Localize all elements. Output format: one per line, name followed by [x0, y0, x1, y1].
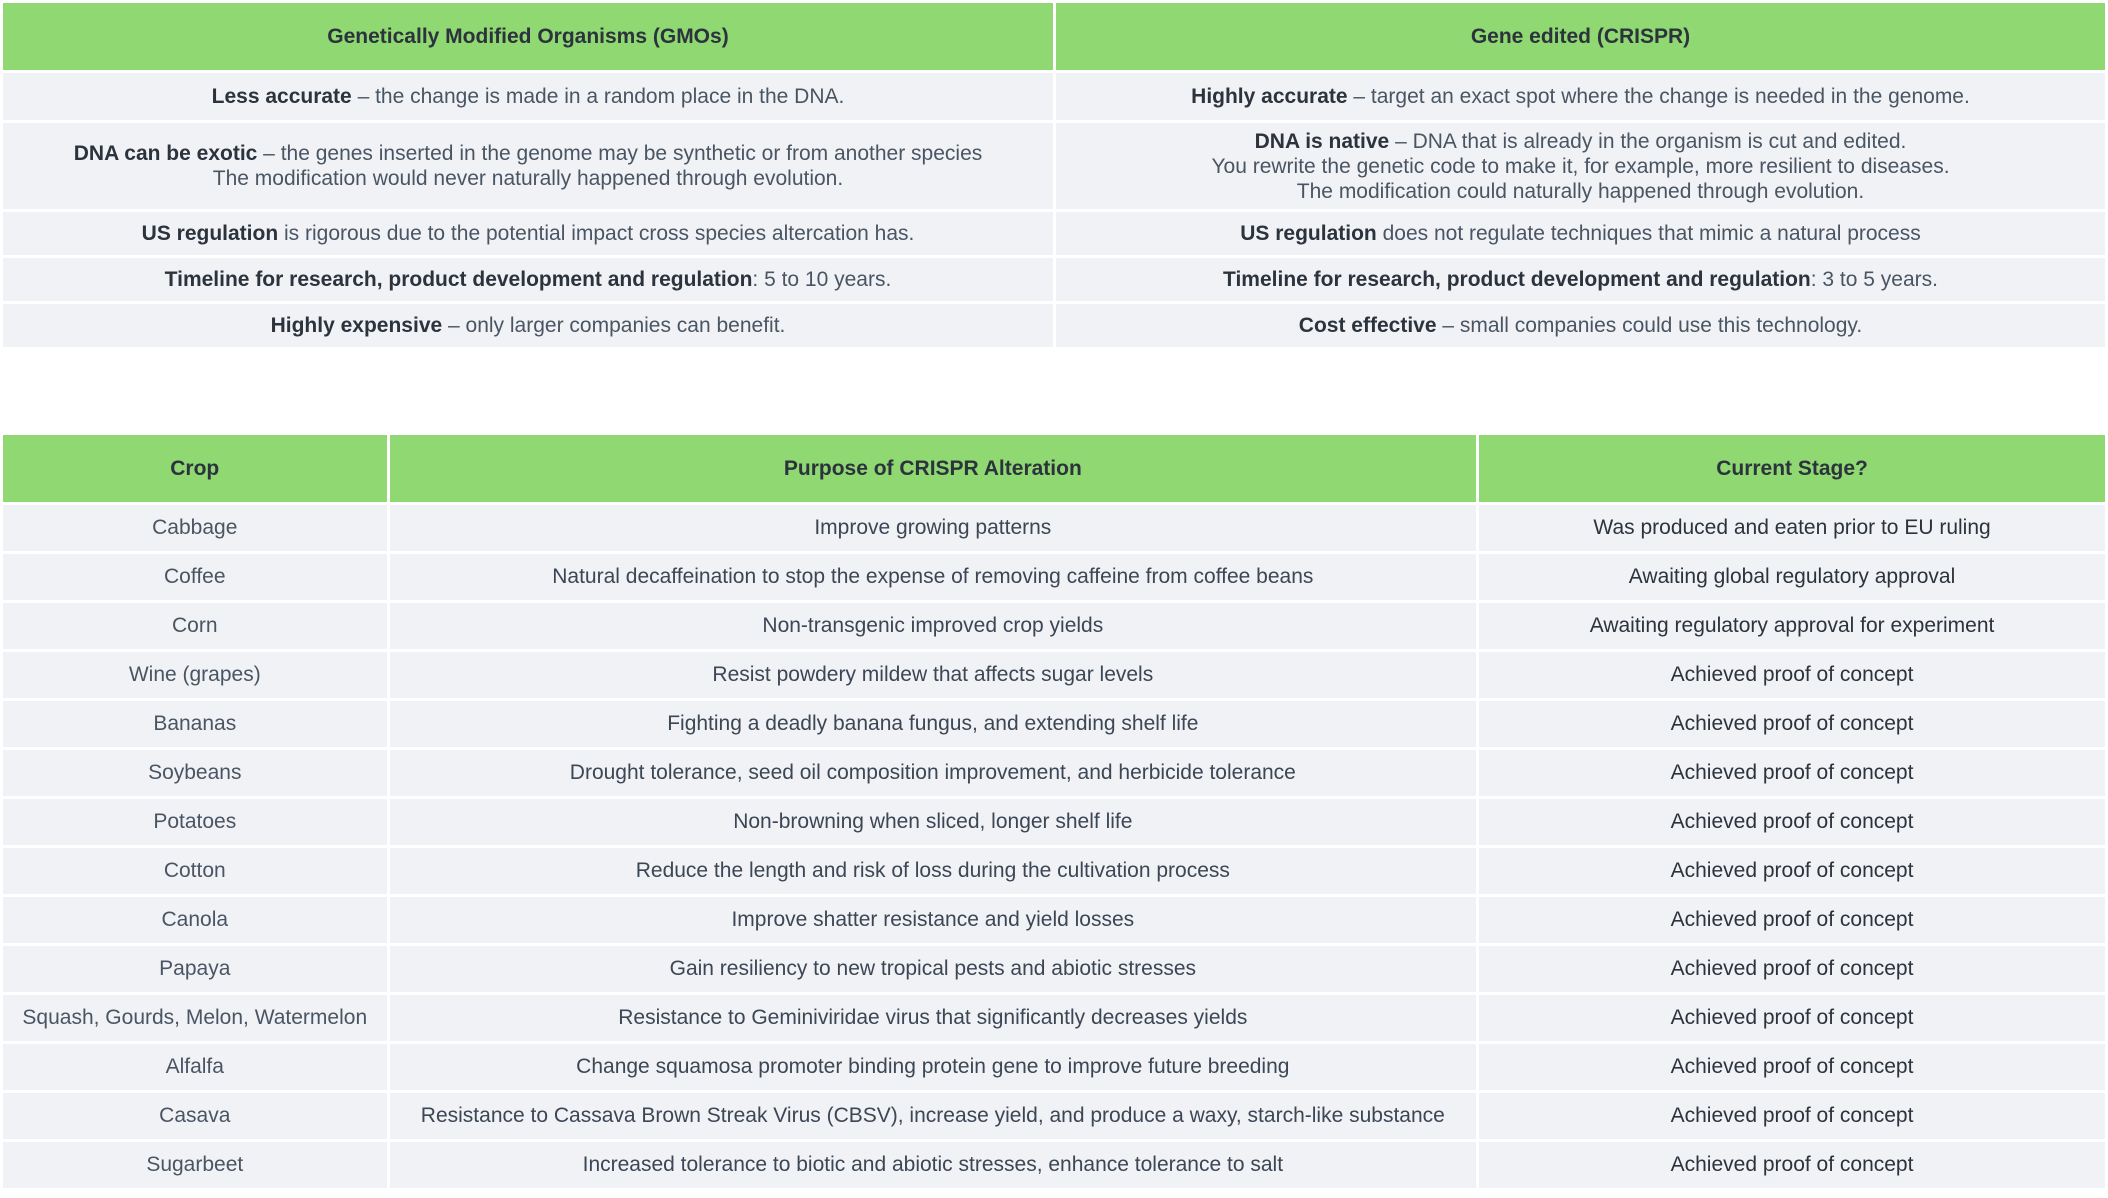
purpose-cell: Improve growing patterns — [390, 505, 1477, 551]
crispr-cell-text: – target an exact spot where the change is needed in the genome. — [1347, 85, 1970, 108]
crispr-cell — [1056, 123, 2105, 209]
table-row — [3, 897, 2105, 943]
crispr-cell-line — [1066, 221, 2095, 246]
purpose-cell: Resistance to Cassava Brown Streak Virus (CBSV), increase yield, and produce a waxy, starch-like substance — [390, 1093, 1477, 1139]
crispr-cell — [1056, 212, 2105, 255]
header-stage: Current Stage? — [1479, 435, 2105, 502]
crispr-cell-line — [1066, 313, 2095, 338]
crop-cell: Sugarbeet — [3, 1142, 387, 1188]
crispr-cell-bold: Highly accurate — [1191, 85, 1348, 108]
crispr-cell — [1056, 304, 2105, 347]
gmo-cell-bold: Timeline for research, product development and regulation — [164, 268, 753, 291]
gmo-cell-bold: Highly expensive — [270, 314, 443, 337]
crop-cell: Squash, Gourds, Melon, Watermelon — [3, 995, 387, 1041]
header-gmo: Genetically Modified Organisms (GMOs) — [3, 3, 1053, 70]
crop-cell: Cabbage — [3, 505, 387, 551]
gmo-cell-line — [13, 313, 1043, 338]
gmo-cell — [3, 212, 1053, 255]
crispr-cell-text: – small companies could use this technology. — [1436, 314, 1863, 337]
comparison-row — [3, 73, 2105, 120]
gmo-cell-bold: US regulation — [141, 222, 279, 245]
table-row — [3, 701, 2105, 747]
comparison-row — [3, 212, 2105, 255]
stage-cell: Achieved proof of concept — [1479, 701, 2105, 747]
crop-cell: Papaya — [3, 946, 387, 992]
purpose-cell: Reduce the length and risk of loss during the cultivation process — [390, 848, 1477, 894]
table-row — [3, 799, 2105, 845]
gmo-cell-line — [13, 141, 1043, 166]
gmo-cell-line — [13, 221, 1043, 246]
gmo-cell — [3, 258, 1053, 301]
header-purpose: Purpose of CRISPR Alteration — [390, 435, 1477, 502]
purpose-cell: Change squamosa promoter binding protein gene to improve future breeding — [390, 1044, 1477, 1090]
stage-cell: Achieved proof of concept — [1479, 897, 2105, 943]
crispr-cell — [1056, 73, 2105, 120]
crop-cell: Soybeans — [3, 750, 387, 796]
stage-cell: Achieved proof of concept — [1479, 1142, 2105, 1188]
crispr-cell-text: does not regulate techniques that mimic a natural process — [1376, 222, 1921, 245]
stage-cell: Achieved proof of concept — [1479, 946, 2105, 992]
table-row — [3, 603, 2105, 649]
crispr-cell-text: : 3 to 5 years. — [1810, 268, 1938, 291]
gmo-cell-bold: Less accurate — [211, 85, 352, 108]
crispr-cell-extra-line: You rewrite the genetic code to make it, for example, more resilient to diseases. — [1211, 154, 1950, 178]
crispr-cell-bold: Cost effective — [1298, 314, 1437, 337]
purpose-cell: Fighting a deadly banana fungus, and extending shelf life — [390, 701, 1477, 747]
stage-cell: Achieved proof of concept — [1479, 995, 2105, 1041]
gmo-cell-line — [13, 84, 1043, 109]
header-crispr: Gene edited (CRISPR) — [1056, 3, 2105, 70]
table-row — [3, 1093, 2105, 1139]
table-row — [3, 848, 2105, 894]
gmo-cell — [3, 73, 1053, 120]
gmo-cell-text: – only larger companies can benefit. — [442, 314, 786, 337]
table-row — [3, 750, 2105, 796]
crispr-cell-bold: Timeline for research, product development and regulation — [1223, 268, 1811, 291]
comparison-table — [0, 0, 2108, 350]
crispr-cell-bold: US regulation — [1240, 222, 1377, 245]
table-row — [3, 995, 2105, 1041]
comparison-header-row — [3, 3, 2105, 70]
stage-cell: Achieved proof of concept — [1479, 799, 2105, 845]
crop-cell: Coffee — [3, 554, 387, 600]
stage-cell: Awaiting global regulatory approval — [1479, 554, 2105, 600]
crops-header-row — [3, 435, 2105, 502]
purpose-cell: Gain resiliency to new tropical pests and abiotic stresses — [390, 946, 1477, 992]
stage-cell: Achieved proof of concept — [1479, 848, 2105, 894]
crispr-cell-line — [1066, 84, 2095, 109]
stage-cell: Achieved proof of concept — [1479, 1044, 2105, 1090]
table-row — [3, 1044, 2105, 1090]
table-row — [3, 652, 2105, 698]
stage-cell: Awaiting regulatory approval for experiment — [1479, 603, 2105, 649]
stage-cell: Achieved proof of concept — [1479, 1093, 2105, 1139]
comparison-row — [3, 123, 2105, 209]
comparison-row — [3, 258, 2105, 301]
table-row — [3, 1142, 2105, 1188]
purpose-cell: Increased tolerance to biotic and abiotic stresses, enhance tolerance to salt — [390, 1142, 1477, 1188]
header-crop: Crop — [3, 435, 387, 502]
gmo-cell — [3, 123, 1053, 209]
gmo-cell-text: : 5 to 10 years. — [752, 268, 892, 291]
purpose-cell: Natural decaffeination to stop the expense of removing caffeine from coffee beans — [390, 554, 1477, 600]
purpose-cell: Non-browning when sliced, longer shelf life — [390, 799, 1477, 845]
table-row — [3, 505, 2105, 551]
crispr-cell-line — [1066, 267, 2095, 292]
crispr-cell — [1056, 258, 2105, 301]
comparison-row — [3, 304, 2105, 347]
table-row — [3, 946, 2105, 992]
gmo-cell-text: is rigorous due to the potential impact cross species altercation has. — [278, 222, 915, 245]
crop-cell: Corn — [3, 603, 387, 649]
crop-cell: Wine (grapes) — [3, 652, 387, 698]
crispr-cell-line — [1066, 129, 2095, 154]
gmo-cell-line — [13, 267, 1043, 292]
crispr-cell-bold: DNA is native — [1254, 129, 1390, 153]
purpose-cell: Resist powdery mildew that affects sugar levels — [390, 652, 1477, 698]
crop-cell: Canola — [3, 897, 387, 943]
gmo-cell-extra-line: The modification would never naturally happened through evolution. — [212, 167, 844, 190]
crispr-cell-text: – DNA that is already in the organism is cut and edited. — [1389, 129, 1907, 153]
crop-cell: Cotton — [3, 848, 387, 894]
crispr-cell-extra-line: The modification could naturally happened through evolution. — [1296, 179, 1865, 203]
stage-cell: Achieved proof of concept — [1479, 652, 2105, 698]
purpose-cell: Improve shatter resistance and yield losses — [390, 897, 1477, 943]
gmo-cell-text: – the genes inserted in the genome may be synthetic or from another species — [257, 142, 983, 165]
purpose-cell: Resistance to Geminiviridae virus that significantly decreases yields — [390, 995, 1477, 1041]
crop-cell: Alfalfa — [3, 1044, 387, 1090]
gmo-cell-text: – the change is made in a random place in the DNA. — [351, 85, 845, 108]
table-row — [3, 554, 2105, 600]
purpose-cell: Non-transgenic improved crop yields — [390, 603, 1477, 649]
gmo-cell — [3, 304, 1053, 347]
crop-cell: Casava — [3, 1093, 387, 1139]
crop-cell: Bananas — [3, 701, 387, 747]
purpose-cell: Drought tolerance, seed oil composition improvement, and herbicide tolerance — [390, 750, 1477, 796]
gmo-cell-bold: DNA can be exotic — [73, 142, 258, 165]
crops-table — [0, 432, 2108, 1191]
crop-cell: Potatoes — [3, 799, 387, 845]
stage-cell: Achieved proof of concept — [1479, 750, 2105, 796]
stage-cell: Was produced and eaten prior to EU ruling — [1479, 505, 2105, 551]
